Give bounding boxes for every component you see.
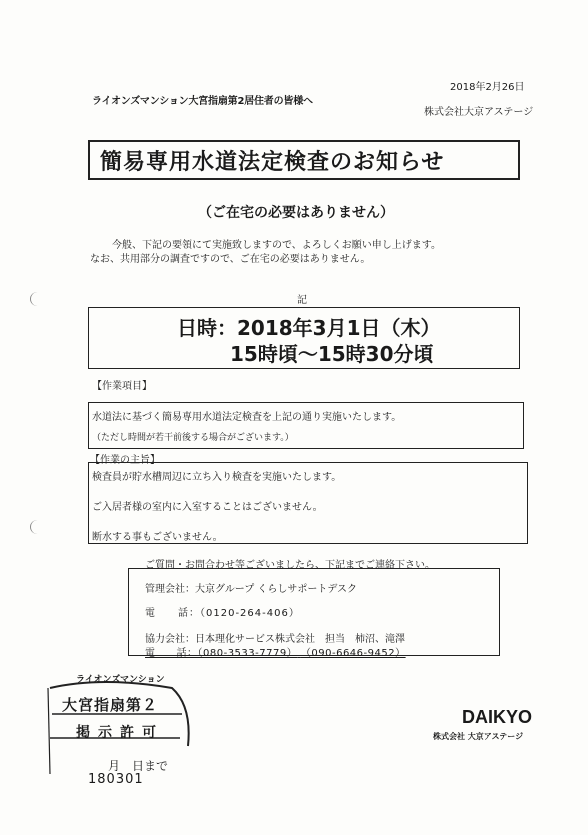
page-title: 簡易専用水道法定検査のお知らせ xyxy=(100,149,445,175)
title-box xyxy=(88,140,520,180)
stamp-date: 180301 xyxy=(88,772,144,787)
stamp-until: 月 日まで xyxy=(108,759,169,773)
management-company xyxy=(145,580,357,595)
partner-company xyxy=(145,630,405,645)
partner-phone xyxy=(145,644,406,659)
contact-intro: ご質問・お問合わせ等ございましたら、下記までご連絡下さい。 xyxy=(145,560,435,571)
work-main-label: 【作業の主旨】 xyxy=(90,455,160,466)
tel2-number-b: （090-6646-9452） xyxy=(300,648,406,659)
intro-line-2: なお、共用部分の調査ですので、ご在宅の必要はありません。 xyxy=(90,254,371,265)
coop-name: 日本理化サービス株式会社 担当 柿沼、滝澤 xyxy=(195,634,405,645)
stamp-mansion: ライオンズマンション xyxy=(76,675,165,685)
work-main-line-3: 断水する事もございません。 xyxy=(92,532,223,543)
schedule-date: 日時：2018年3月1日（木） xyxy=(177,316,441,340)
ki-mark: 記 xyxy=(297,295,307,306)
tel-number: （0120-264-406） xyxy=(200,608,300,619)
work-main-line-2: ご入居者様の室内に入室することはございません。 xyxy=(92,502,323,513)
subtitle: （ご在宅の必要はありません） xyxy=(198,205,394,221)
work-items-label: 【作業項目】 xyxy=(92,381,152,392)
punch-hole-icon xyxy=(30,520,45,534)
daikyo-logo: DAIKYO xyxy=(462,707,533,727)
coop-label: 協力会社： xyxy=(145,634,195,645)
tel2-label: 電 話： xyxy=(145,648,198,659)
management-label: 管理会社： xyxy=(145,584,195,595)
intro-line-1: 今般、下記の要領にて実施致しますので、よろしくお願い申し上げます。 xyxy=(112,240,441,251)
logo-company: 株式会社 大京アステージ xyxy=(433,732,524,741)
notice-date: 2018年2月26日 xyxy=(450,82,525,93)
tel2-number-a: （080-3533-7779） xyxy=(197,648,298,659)
management-name: 大京グループ くらしサポートデスク xyxy=(195,584,357,595)
recipient-line: ライオンズマンション大宮指扇第2居住者の皆様へ xyxy=(92,96,313,107)
stamp-permit: 掲示許可 xyxy=(76,725,164,741)
schedule-time: 15時頃～15時30分頃 xyxy=(230,342,434,366)
work-items-line-1: 水道法に基づく簡易専用水道法定検査を上記の通り実施いたします。 xyxy=(92,412,402,423)
sender-company: 株式会社大京アステージ xyxy=(424,107,534,118)
management-phone xyxy=(145,604,300,619)
stamp-building: 大宮指扇第２ xyxy=(62,696,159,714)
work-items-line-2: （ただし時間が若干前後する場合がございます。） xyxy=(92,433,294,443)
punch-hole-icon xyxy=(30,292,45,306)
tel-label: 電 話： xyxy=(145,608,200,619)
work-main-line-1: 検査員が貯水槽周辺に立ち入り検査を実施いたします。 xyxy=(92,472,342,483)
